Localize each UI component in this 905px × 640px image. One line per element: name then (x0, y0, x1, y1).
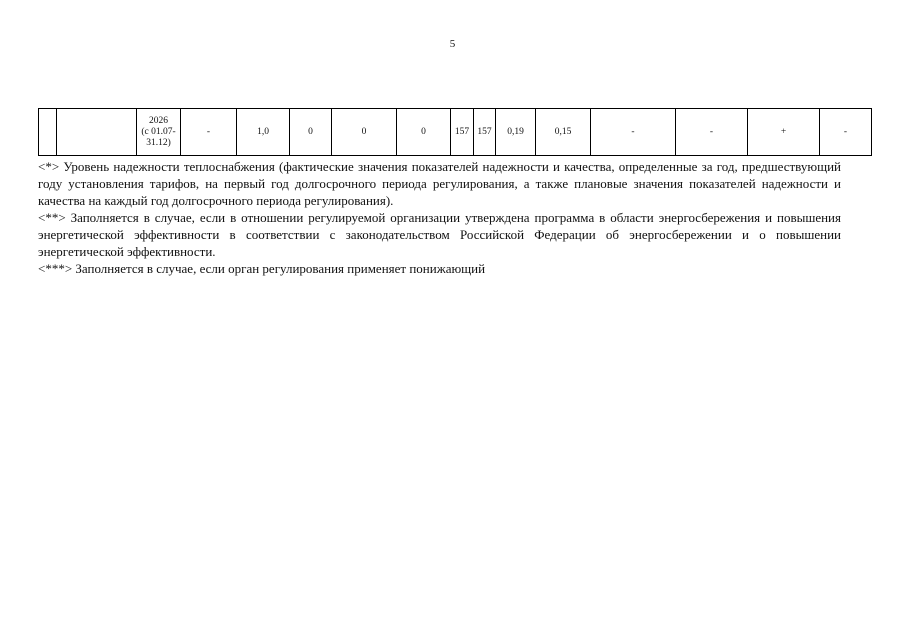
footnote-reduction: <***> Заполняется в случае, если орган регулирования применяет понижающий (38, 261, 486, 276)
table-cell: 0,15 (536, 109, 591, 156)
table-cell: 0 (332, 109, 397, 156)
table-cell: 157 (451, 109, 474, 156)
empty-cell (39, 109, 57, 156)
footnotes (38, 158, 841, 277)
footnote-energy-saving: <**> Заполняется в случае, если в отношении регулируемой организации утверждена программа в области энергосбережения и повышения энергетической эффективности в соответствии с законодательством Российской Федерации об энергосбережении и о повышении энергетической эффективности. (38, 210, 841, 259)
period-range-start: (с 01.07- (141, 126, 176, 137)
empty-cell (57, 109, 137, 156)
table-cell: - (676, 109, 748, 156)
table-cell: - (181, 109, 237, 156)
table-cell: 0 (290, 109, 332, 156)
indicators-table (38, 108, 872, 156)
table-cell: - (820, 109, 872, 156)
page-number: 5 (449, 38, 456, 50)
table-row (39, 109, 872, 156)
period-range-end: 31.12) (146, 137, 171, 148)
period-year: 2026 (149, 115, 168, 126)
table-cell: 1,0 (237, 109, 290, 156)
footnote-reliability: <*> Уровень надежности теплоснабжения (фактические значения показателей надежности и качества, определенные за год, предшествующий году установления тарифов, на первый год долгосрочного периода регулирования, а также плановые значения показателей надежности и качества на каждый год долгосрочного периода регулирования). (38, 159, 841, 208)
table-cell: + (748, 109, 820, 156)
table-cell: 157 (474, 109, 496, 156)
table-cell: 0 (397, 109, 451, 156)
table-cell: - (591, 109, 676, 156)
period-cell (137, 109, 181, 156)
table-cell: 0,19 (496, 109, 536, 156)
